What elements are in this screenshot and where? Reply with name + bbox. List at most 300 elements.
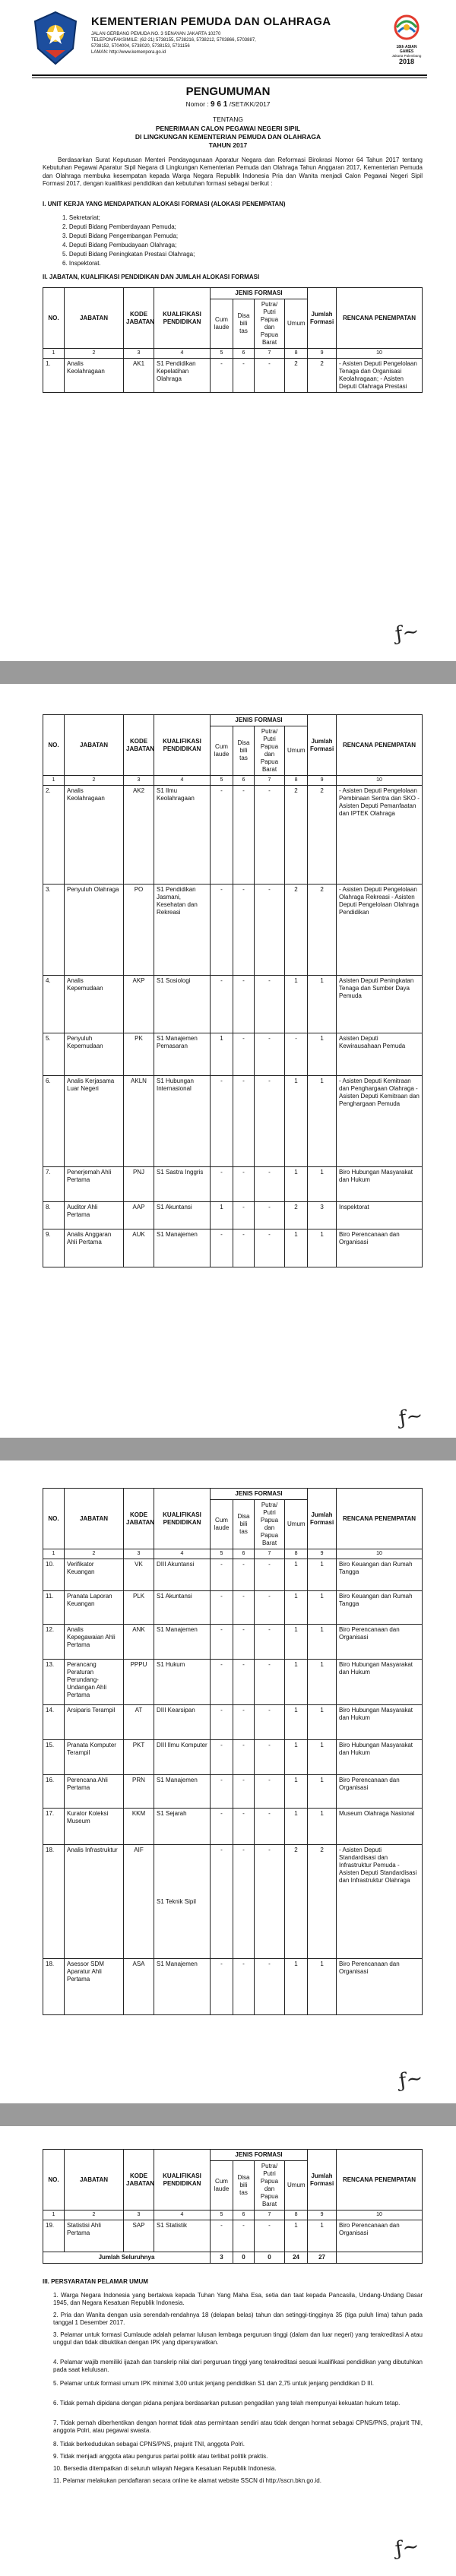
row-jabatan: Statistisi Ahli Pertama [65,2220,124,2252]
row-disabilitas: - [233,885,255,976]
row-cumlaude: - [211,1740,233,1775]
row-jumlah: 1 [308,1625,337,1660]
row-jumlah: 1 [308,1559,337,1591]
row-papua: - [255,976,285,1033]
row-jabatan: Pranata Komputer Terampil [65,1740,124,1775]
row-no: 6. [43,1076,65,1167]
row-umum: 1 [285,1167,308,1202]
col-num-10: 10 [337,2210,423,2220]
row-disabilitas: - [233,1740,255,1775]
table-row [43,976,423,1033]
table-row [43,1033,423,1076]
row-no: 12. [43,1625,65,1660]
formation-table-part-1 [43,287,423,393]
row-disabilitas: - [233,976,255,1033]
row-cumlaude: - [211,1845,233,1959]
row-papua: - [255,1775,285,1809]
row-disabilitas: - [233,1229,255,1267]
table-row [43,885,423,976]
row-papua: - [255,1076,285,1167]
row-disabilitas: - [233,1705,255,1740]
row-jumlah: 1 [308,1033,337,1076]
row-papua: - [255,1809,285,1845]
row-jabatan: Analis Kerjasama Luar Negeri [65,1076,124,1167]
row-kualifikasi: S1 Hubungan Internasional [154,1076,211,1167]
header-papua: Putra/ Putri Papua dan Papua Barat [255,299,285,349]
header-kode: KODE JABATAN [124,2150,154,2210]
row-kualifikasi: S1 Manajemen [154,1229,211,1267]
row-jabatan: Auditor Ahli Pertama [65,1202,124,1229]
row-papua: - [255,1660,285,1705]
header-jumlah: Jumlah Formasi [308,1489,337,1549]
header-kualifikasi: KUALIFIKASI PENDIDIKAN [154,1489,211,1549]
col-num-2: 2 [65,349,124,359]
row-umum: - [285,1033,308,1076]
row-jabatan: Asessor SDM Aparatur Ahli Pertama [65,1959,124,2015]
row-kode: AUK [124,1229,154,1267]
col-num-8: 8 [285,1549,308,1559]
row-rencana: - Asisten Deputi Pengelolaan Olahraga Rekreasi - Asisten Deputi Pengelolaan Olahraga Pendidikan [337,885,423,976]
address-line-1: JALAN GERBANG PEMUDA NO. 3 SENAYAN JAKARTA 10270 [91,32,221,36]
table-row [43,1559,423,1591]
row-kualifikasi: S1 Pendidikan Kepelatihan Olahraga [154,359,211,393]
unit-item-2: 2. Deputi Bidang Pemberdayaan Pemuda; [62,223,176,230]
row-jumlah: 1 [308,1660,337,1705]
row-disabilitas: - [233,1202,255,1229]
initial-mark: ƒ~ [394,619,421,647]
header-papua: Putra/ Putri Papua dan Papua Barat [255,726,285,776]
requirement-2: 2. Pria dan Wanita dengan usia serendah-rendahnya 18 (delapan belas) tahun dan setinggi-tingginya 35 (tiga puluh lima) tahun pada tanggal 1 Desember 2017. [53,2312,423,2327]
col-num-5: 5 [211,776,233,786]
formation-table-part-2 [43,714,423,1267]
header-rule [32,74,427,76]
address-line-4: LAMAN: http://www.kemenpora.go.id [91,50,166,55]
row-jabatan: Kurator Koleksi Museum [65,1809,124,1845]
row-kualifikasi: S1 Ilmu Keolahragaan [154,786,211,885]
col-num-8: 8 [285,776,308,786]
row-umum: 1 [285,1775,308,1809]
row-no: 3. [43,885,65,976]
header-rencana: RENCANA PENEMPATAN [337,715,423,776]
row-kode: PK [124,1033,154,1076]
row-rencana: Museum Olahraga Nasional [337,1809,423,1845]
row-papua: - [255,1591,285,1625]
document-page-4 [0,2126,456,2576]
row-jumlah: 1 [308,1229,337,1267]
header-papua: Putra/ Putri Papua dan Papua Barat [255,2161,285,2210]
row-rencana: Asisten Deputi Peningkatan Tenaga dan Sumber Daya Pemuda [337,976,423,1033]
row-no: 17. [43,1809,65,1845]
row-papua: - [255,1167,285,1202]
table-row [43,1740,423,1775]
row-rencana: Biro Perencanaan dan Organisasi [337,1959,423,2015]
intro-paragraph: Berdasarkan Surat Keputusan Menteri Pendayagunaan Aparatur Negara dan Reformasi Birokrasi Nomor 64 Tahun 2017 tentang Kebutuhan Pegawai Aparatur Sipil Negara di Lingkungan Kementerian Pemuda dan Olahraga Tahun Anggaran 2017, Kementerian Pemuda dan Olahraga membuka kesempatan kepada Warga Negara Republik Indonesia Pria dan Wanita menjadi Calon Pegawai Negeri Sipil Formasi 2017, dengan kualifikasi pendidikan dan kebutuhan formasi sebagai berikut : [43,157,423,188]
header-rencana: RENCANA PENEMPATAN [337,1489,423,1549]
row-jabatan: Perancang Peraturan Perundang-Undangan Ahli Pertama [65,1660,124,1705]
row-rencana: - Asisten Deputi Standardisasi dan Infrastruktur Pemuda - Asisten Deputi Standardisasi dan Infrastruktur Olahraga [337,1845,423,1959]
table-row [43,1775,423,1809]
row-jumlah: 1 [308,976,337,1033]
header-kode: KODE JABATAN [124,1489,154,1549]
row-jabatan: Analis Keolahragaan [65,786,124,885]
header-jabatan: JABATAN [65,2150,124,2210]
section-3-heading: III. PERSYARATAN PELAMAR UMUM [43,2278,148,2285]
col-num-5: 5 [211,349,233,359]
col-num-1: 1 [43,1549,65,1559]
row-cumlaude: - [211,976,233,1033]
header-cumlaude: Cum laude [211,2161,233,2210]
row-jumlah: 1 [308,1809,337,1845]
row-kode: PKT [124,1740,154,1775]
row-umum: 1 [285,1959,308,2015]
row-kode: PRN [124,1775,154,1809]
row-jumlah: 2 [308,786,337,885]
col-num-8: 8 [285,349,308,359]
row-jumlah: 2 [308,1845,337,1959]
row-cumlaude: - [211,1167,233,1202]
row-papua: - [255,1033,285,1076]
col-num-9: 9 [308,2210,337,2220]
row-rencana: Biro Keuangan dan Rumah Tangga [337,1591,423,1625]
row-disabilitas: - [233,2220,255,2252]
row-cumlaude: - [211,786,233,885]
col-num-9: 9 [308,349,337,359]
document-page-3 [0,1460,456,2103]
row-cumlaude: - [211,1625,233,1660]
header-jumlah: Jumlah Formasi [308,2150,337,2210]
requirement-7: 7. Tidak pernah diberhentikan dengan hormat tidak atas permintaan sendiri atau tidak dengan hormat sebagai CPNS/PNS, prajurit TNI, anggota Polri, atau pegawai swasta. [53,2419,423,2435]
col-num-7: 7 [255,1549,285,1559]
row-disabilitas: - [233,1809,255,1845]
row-no: 19. [43,2220,65,2252]
total-cumlaude: 3 [211,2252,233,2264]
row-papua: - [255,359,285,393]
row-rencana: Biro Hubungan Masyarakat dan Hukum [337,1705,423,1740]
section-2-heading: II. JABATAN, KUALIFIKASI PENDIDIKAN DAN JUMLAH ALOKASI FORMASI [43,274,260,280]
requirement-10: 10. Bersedia ditempatkan di seluruh wilayah Negara Kesatuan Republik Indonesia. [53,2465,277,2472]
row-papua: - [255,786,285,885]
requirement-8: 8. Tidak berkedudukan sebagai CPNS/PNS, prajurit TNI, anggota Polri. [53,2441,245,2448]
row-jabatan: Perencana Ahli Pertama [65,1775,124,1809]
row-jabatan: Arsiparis Terampil [65,1705,124,1740]
row-jumlah: 1 [308,1167,337,1202]
row-kode: PPPU [124,1660,154,1705]
unit-item-4: 4. Deputi Bidang Pembudayaan Olahraga; [62,242,177,248]
row-rencana: Biro Perencanaan dan Organisasi [337,1775,423,1809]
col-num-6: 6 [233,349,255,359]
row-umum: 1 [285,1740,308,1775]
requirement-9: 9. Tidak menjadi anggota atau pengurus partai politik atau terlibat politik praktis. [53,2453,268,2460]
col-num-4: 4 [154,1549,211,1559]
row-umum: 2 [285,885,308,976]
initial-mark: ƒ~ [397,1404,425,1431]
unit-item-5: 5. Deputi Bidang Peningkatan Prestasi Olahraga; [62,251,195,258]
subject-line-2: DI LINGKUNGAN KEMENTERIAN PEMUDA DAN OLAHRAGA [135,133,321,141]
row-no: 14. [43,1705,65,1740]
row-umum: 1 [285,1809,308,1845]
row-rencana: - Asisten Deputi Pengelolaan Pembinaan Sentra dan SKO - Asisten Deputi Pemanfaatan dan IPTEK Olahraga [337,786,423,885]
row-jabatan: Verifikator Keuangan [65,1559,124,1591]
row-kualifikasi: DIII Ilmu Komputer [154,1740,211,1775]
row-no: 5. [43,1033,65,1076]
row-kode: VK [124,1559,154,1591]
row-papua: - [255,1229,285,1267]
row-disabilitas: - [233,1591,255,1625]
row-papua: - [255,2220,285,2252]
col-num-4: 4 [154,776,211,786]
row-kode: AAP [124,1202,154,1229]
row-rencana: Biro Perencanaan dan Organisasi [337,1229,423,1267]
requirement-6: 6. Tidak pernah dipidana dengan pidana penjara berdasarkan putusan pengadilan yang telah mempunyai kekuatan hukum tetap. [53,2400,401,2407]
tentang-label: TENTANG [213,116,243,123]
total-label: Jumlah Seluruhnya [43,2252,211,2264]
col-num-3: 3 [124,2210,154,2220]
table-row [43,1202,423,1229]
row-papua: - [255,1559,285,1591]
row-cumlaude: 1 [211,1202,233,1229]
col-num-10: 10 [337,349,423,359]
row-jumlah: 1 [308,1705,337,1740]
row-disabilitas: - [233,1167,255,1202]
row-kualifikasi: S1 Hukum [154,1660,211,1705]
initial-mark: ƒ~ [394,2534,421,2562]
row-cumlaude: - [211,1660,233,1705]
row-cumlaude: - [211,1229,233,1267]
col-num-10: 10 [337,1549,423,1559]
row-jabatan: Analis Kepemudaan [65,976,124,1033]
header-jenis-formasi: JENIS FORMASI [211,288,308,299]
row-kode: AT [124,1705,154,1740]
announcement-number [0,100,456,109]
row-umum: 2 [285,1202,308,1229]
col-num-2: 2 [65,776,124,786]
row-jumlah: 1 [308,1959,337,2015]
row-kode: ASA [124,1959,154,2015]
row-cumlaude: - [211,1775,233,1809]
row-cumlaude: - [211,1591,233,1625]
row-jabatan: Analis Kepegawaian Ahli Pertama [65,1625,124,1660]
row-cumlaude: - [211,2220,233,2252]
table-row [43,2220,423,2252]
col-num-2: 2 [65,2210,124,2220]
table-row [43,1167,423,1202]
row-jabatan: Pranata Laporan Keuangan [65,1591,124,1625]
row-jumlah: 2 [308,359,337,393]
section-1-heading: I. UNIT KERJA YANG MENDAPATKAN ALOKASI FORMASI (ALOKASI PENEMPATAN) [43,201,286,207]
letterhead [32,11,427,73]
row-jabatan: Penerjemah Ahli Pertama [65,1167,124,1202]
row-kode: AKP [124,976,154,1033]
row-no: 16. [43,1775,65,1809]
formation-table-part-3 [43,1488,423,2015]
col-num-8: 8 [285,2210,308,2220]
row-cumlaude: 1 [211,1033,233,1076]
row-disabilitas: - [233,1959,255,2015]
row-kode: PO [124,885,154,976]
row-rencana: Asisten Deputi Kewirausahaan Pemuda [337,1033,423,1076]
row-no: 8. [43,1202,65,1229]
row-kode: AKLN [124,1076,154,1167]
unit-item-3: 3. Deputi Bidang Pengembangan Pemuda; [62,233,179,239]
total-disabilitas: 0 [233,2252,255,2264]
table-row [43,786,423,885]
header-umum: Umum [285,2161,308,2210]
table-row [43,1959,423,2015]
header-rencana: RENCANA PENEMPATAN [337,2150,423,2210]
col-num-7: 7 [255,2210,285,2220]
event-place: Jakarta Palembang [391,54,422,58]
event-text: 18th ASIAN GAMES [396,45,417,54]
row-no: 13. [43,1660,65,1705]
row-umum: 1 [285,1591,308,1625]
header-jabatan: JABATAN [65,288,124,349]
total-papua: 0 [255,2252,285,2264]
row-rencana: Biro Hubungan Masyarakat dan Hukum [337,1167,423,1202]
col-num-6: 6 [233,776,255,786]
row-disabilitas: - [233,1076,255,1167]
row-cumlaude: - [211,1076,233,1167]
header-jenis-formasi: JENIS FORMASI [211,715,308,726]
col-num-4: 4 [154,349,211,359]
row-no: 11. [43,1591,65,1625]
row-umum: 1 [285,1625,308,1660]
header-disabilitas: Disa bili tas [233,2161,255,2210]
row-kode: ANK [124,1625,154,1660]
row-jabatan: Analis Infrastruktur [65,1845,124,1959]
address-line-2: TELEPON/FAKSIMILE: (62-21) 5738155, 5738216, 5738212, 5703866, 5703887, [91,38,256,43]
header-disabilitas: Disa bili tas [233,726,255,776]
requirement-11: 11. Pelamar melakukan pendaftaran secara online ke alamat website SSCN di http://sscn.bkn.go.id. [53,2477,321,2484]
col-num-2: 2 [65,1549,124,1559]
row-rencana: Biro Hubungan Masyarakat dan Hukum [337,1660,423,1705]
asian-games-logo [389,14,424,68]
row-umum: 2 [285,359,308,393]
header-jenis-formasi: JENIS FORMASI [211,1489,308,1500]
row-jumlah: 1 [308,2220,337,2252]
row-kualifikasi: DIII Kearsipan [154,1705,211,1740]
row-no: 4. [43,976,65,1033]
row-kode: AIF [124,1845,154,1959]
header-kualifikasi: KUALIFIKASI PENDIDIKAN [154,715,211,776]
row-no: 2. [43,786,65,885]
col-num-3: 3 [124,1549,154,1559]
row-disabilitas: - [233,1033,255,1076]
row-kualifikasi: DIII Akuntansi [154,1559,211,1591]
header-jenis-formasi: JENIS FORMASI [211,2150,308,2161]
row-papua: - [255,885,285,976]
header-no: NO. [43,2150,65,2210]
row-no: 1. [43,359,65,393]
header-cumlaude: Cum laude [211,299,233,349]
header-jumlah: Jumlah Formasi [308,715,337,776]
requirement-4: 4. Pelamar wajib memiliki ijazah dan transkrip nilai dari perguruan tinggi yang terakreditasi sesuai kualifikasi pendidikan yang dibutuhkan pada saat kelulusan. [53,2359,423,2374]
agency-name: KEMENTERIAN PEMUDA DAN OLAHRAGA [91,15,331,28]
header-no: NO. [43,715,65,776]
row-kode: KKM [124,1809,154,1845]
requirement-1: 1. Warga Negara Indonesia yang bertakwa kepada Tuhan Yang Maha Esa, setia dan taat kepada Pancasila, Undang-Undang Dasar 1945, dan Negara Kesatuan Republik Indonesia. [53,2292,423,2307]
header-disabilitas: Disa bili tas [233,1500,255,1549]
row-umum: 1 [285,2220,308,2252]
row-rencana: Biro Hubungan Masyarakat dan Hukum [337,1740,423,1775]
header-papua: Putra/ Putri Papua dan Papua Barat [255,1500,285,1549]
col-num-3: 3 [124,776,154,786]
col-num-1: 1 [43,776,65,786]
row-papua: - [255,1202,285,1229]
col-num-1: 1 [43,2210,65,2220]
row-kualifikasi: S1 Akuntansi [154,1591,211,1625]
col-num-9: 9 [308,1549,337,1559]
header-umum: Umum [285,299,308,349]
row-kualifikasi: S1 Pendidikan Jasmani, Kesehatan dan Rekreasi [154,885,211,976]
col-num-3: 3 [124,349,154,359]
subject-line-3: TAHUN 2017 [208,141,248,149]
row-umum: 1 [285,1660,308,1705]
row-rencana: - Asisten Deputi Kemitraan dan Penghargaan Olahraga - Asisten Deputi Kemitraan dan Penghargaan Pemuda [337,1076,423,1167]
header-jabatan: JABATAN [65,715,124,776]
col-num-7: 7 [255,776,285,786]
table-row [43,1229,423,1267]
row-rencana: Biro Keuangan dan Rumah Tangga [337,1559,423,1591]
unit-item-1: 1. Sekretariat; [62,214,100,221]
row-papua: - [255,1845,285,1959]
row-rencana: Biro Perencanaan dan Organisasi [337,2220,423,2252]
row-no: 9. [43,1229,65,1267]
table-row [43,1076,423,1167]
col-num-9: 9 [308,776,337,786]
row-kualifikasi: S1 Manajemen [154,1959,211,2015]
event-year: 2018 [398,58,415,65]
header-jabatan: JABATAN [65,1489,124,1549]
col-num-4: 4 [154,2210,211,2220]
row-umum: 2 [285,786,308,885]
row-kualifikasi: S1 Akuntansi [154,1202,211,1229]
total-row [43,2252,423,2264]
row-cumlaude: - [211,885,233,976]
row-kode: PNJ [124,1167,154,1202]
subject-line-1: PENERIMAAN CALON PEGAWAI NEGERI SIPIL [155,125,301,132]
row-cumlaude: - [211,1959,233,2015]
table-row [43,1845,423,1959]
row-umum: 1 [285,1229,308,1267]
table-row [43,1625,423,1660]
row-kualifikasi: S1 Manajemen [154,1775,211,1809]
document-page-2 [0,684,456,1438]
header-umum: Umum [285,1500,308,1549]
row-kualifikasi: S1 Sastra Inggris [154,1167,211,1202]
requirement-5: 5. Pelamar untuk formasi umum IPK minimal 3,00 untuk jenjang pendidikan S1 dan 2,75 untuk jenjang pendidikan D III. [53,2380,375,2387]
formation-table-part-4 [43,2149,423,2264]
col-num-7: 7 [255,349,285,359]
header-no: NO. [43,1489,65,1549]
row-umum: 1 [285,1559,308,1591]
header-cumlaude: Cum laude [211,1500,233,1549]
row-papua: - [255,1740,285,1775]
header-kode: KODE JABATAN [124,715,154,776]
header-no: NO. [43,288,65,349]
row-kualifikasi: S1 Sejarah [154,1809,211,1845]
row-cumlaude: - [211,1705,233,1740]
nomor-label: Nomor : [185,100,209,108]
row-disabilitas: - [233,359,255,393]
header-kode: KODE JABATAN [124,288,154,349]
row-jumlah: 3 [308,1202,337,1229]
table-row [43,1809,423,1845]
row-cumlaude: - [211,1809,233,1845]
header-umum: Umum [285,726,308,776]
header-kualifikasi: KUALIFIKASI PENDIDIKAN [154,2150,211,2210]
unit-item-6: 6. Inspektorat. [62,260,101,267]
row-kualifikasi: S1 Manajemen [154,1625,211,1660]
